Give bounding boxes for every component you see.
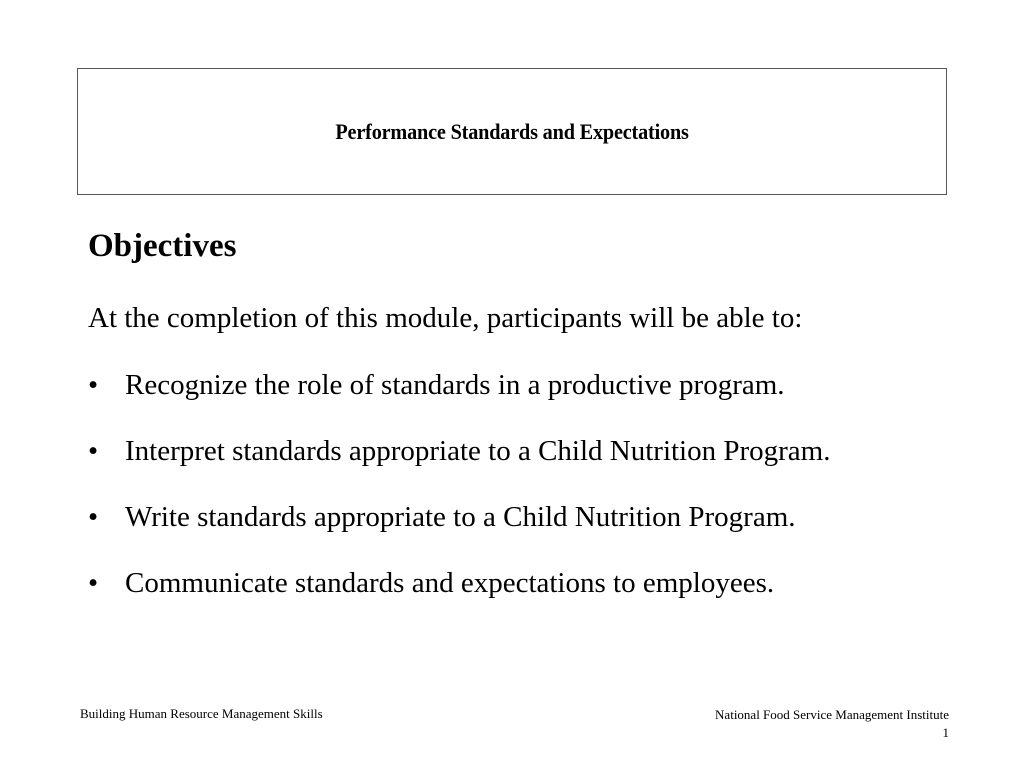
bullet-icon: • <box>88 369 99 401</box>
bullet-icon: • <box>88 567 99 599</box>
footer-organization: National Food Service Management Institute <box>715 707 949 722</box>
list-item-text: Communicate standards and expectations to employees. <box>125 567 775 599</box>
title-box <box>77 68 947 195</box>
list-item-text: Interpret standards appropriate to a Child Nutrition Program. <box>125 435 831 467</box>
bullet-icon: • <box>88 435 99 467</box>
list-item-text: Write standards appropriate to a Child Nutrition Program. <box>125 501 796 533</box>
page-title: Performance Standards and Expectations <box>335 118 689 144</box>
footer-right <box>715 706 949 742</box>
list-item <box>88 566 948 600</box>
page-number: 1 <box>942 725 949 740</box>
list-item-text: Recognize the role of standards in a productive program. <box>125 369 785 401</box>
list-item <box>88 368 948 402</box>
intro-text: At the completion of this module, participants will be able to: <box>88 302 803 334</box>
bullet-icon: • <box>88 501 99 533</box>
list-item <box>88 434 948 468</box>
objectives-heading: Objectives <box>88 228 237 264</box>
list-item <box>88 500 948 534</box>
footer-left: Building Human Resource Management Skills <box>80 706 323 721</box>
objectives-list <box>88 368 948 632</box>
